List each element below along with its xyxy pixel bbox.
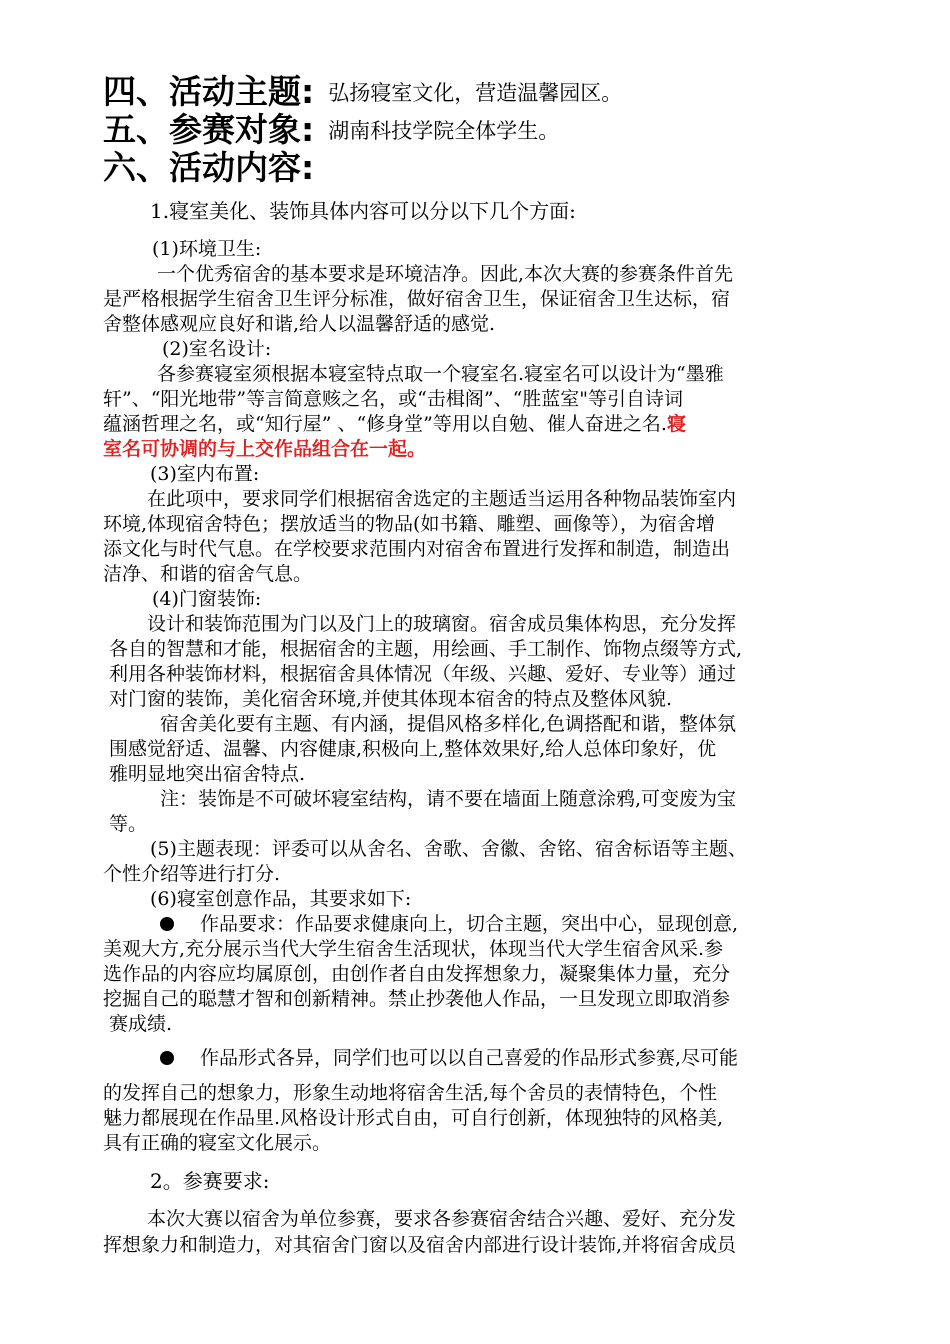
paragraph-line: 轩”、“阳光地带”等言简意赅之名，或“击楫阁”、“胜蓝室"等引自诗词 (103, 388, 684, 410)
heading-value: 弘扬寝室文化，营造温馨园区。 (328, 81, 623, 105)
paragraph-line: 具有正确的寝室文化展示。 (103, 1132, 332, 1154)
heading-value: 湖南科技学院全体学生。 (328, 119, 560, 143)
paragraph-line: 各参赛寝室须根据本寝室特点取一个寝室名.寝室名可以设计为“墨雅 (157, 363, 724, 385)
highlight-line: 室名可协调的与上交作品组合在一起。 (103, 438, 427, 460)
paragraph-line: 赛成绩. (109, 1013, 173, 1035)
paragraph-line: 雅明显地突出宿舍特点. (109, 763, 306, 785)
paragraph-line: 利用各种装饰材料，根据宿舍具体情况（年级、兴趣、爱好、专业等）通过 (109, 663, 737, 685)
bullet-text: 作品要求：作品要求健康向上，切合主题，突出中心，显现创意, (200, 913, 739, 935)
paragraph-line: 个性介绍等进行打分. (103, 863, 281, 885)
bullet-item (160, 911, 738, 937)
paragraph-line: 对门窗的装饰，美化宿舍环境,并使其体现本宿舍的特点及整体风貌. (109, 688, 673, 710)
paragraph-line: 的发挥自己的想象力，形象生动地将宿舍生活,每个舍员的表情特色，个性 (103, 1082, 718, 1104)
paragraph-line: 洁净、和谐的宿舍气息。 (103, 563, 313, 585)
section-title: 2。参赛要求: (150, 1169, 270, 1193)
heading-label: 五、参赛对象: (103, 110, 315, 149)
section-title: 1.寝室美化、装饰具体内容可以分以下几个方面: (150, 199, 576, 223)
subsection-title: (4)门窗装饰: (152, 588, 262, 610)
paragraph-line: 在此项中，要求同学们根据宿舍选定的主题适当运用各种物品装饰室内 (147, 488, 737, 510)
paragraph-line: 舍整体感观应良好和谐,给人以温馨舒适的感觉. (103, 313, 496, 335)
note-line: 等。 (109, 813, 148, 835)
heading-label: 四、活动主题: (103, 72, 315, 111)
subsection-title: (1)环境卫生: (152, 238, 262, 260)
paragraph-line (103, 411, 686, 437)
paragraph-line: 环境,体现宿舍特色；摆放适当的物品(如书籍、雕塑、画像等），为宿舍增 (103, 513, 715, 535)
bullet-icon (160, 1051, 174, 1065)
paragraph-line: 设计和装饰范围为门以及门上的玻璃窗。宿舍成员集体构思，充分发挥 (147, 613, 737, 635)
paragraph-line: 是严格根据学生宿舍卫生评分标准，做好宿舍卫生，保证宿舍卫生达标，宿 (103, 288, 731, 310)
bullet-icon (160, 917, 174, 931)
paragraph-line: 各自的智慧和才能，根据宿舍的主题，用绘画、手工制作、饰物点缀等方式, (109, 638, 743, 660)
paragraph-line: 选作品的内容应均属原创，由创作者自由发挥想象力，凝聚集体力量，充分 (103, 963, 731, 985)
paragraph-line: (5)主题表现：评委可以从舍名、舍歌、舍徽、舍铭、宿舍标语等主题、 (150, 838, 747, 860)
bullet-text: 作品形式各异，同学们也可以以自己喜爱的作品形式参赛,尽可能 (200, 1047, 739, 1069)
subsection-title: (2)室名设计: (162, 338, 272, 360)
paragraph-text: 蕴涵哲理之名，或“知行屋” 、“修身堂”等用以自勉、催人奋进之名. (103, 413, 667, 435)
paragraph-line: 魅力都展现在作品里.风格设计形式自由，可自行创新，体现独特的风格美, (103, 1107, 724, 1129)
heading-content (103, 148, 328, 192)
note-line: 注：装饰是不可破坏寝室结构，请不要在墙面上随意涂鸦,可变废为宝 (160, 788, 737, 810)
paragraph-line: 本次大赛以宿舍为单位参赛，要求各参赛宿舍结合兴趣、爱好、充分发 (147, 1208, 737, 1230)
subsection-title: (6)寝室创意作品，其要求如下: (150, 888, 412, 910)
paragraph-line: 一个优秀宿舍的基本要求是环境洁净。因此,本次大赛的参赛条件首先 (157, 263, 734, 285)
heading-label: 六、活动内容: (103, 148, 315, 187)
bullet-item (160, 1045, 738, 1071)
paragraph-line: 挥想象力和制造力，对其宿舍门窗以及宿舍内部进行设计装饰,并将宿舍成员 (103, 1234, 737, 1256)
paragraph-line: 挖掘自己的聪慧才智和创新精神。禁止抄袭他人作品，一旦发现立即取消参 (103, 988, 731, 1010)
paragraph-line: 美观大方,充分展示当代大学生宿舍生活现状，体现当代大学生宿舍风采.参 (103, 938, 724, 960)
paragraph-line: 围感觉舒适、温馨、内容健康,积极向上,整体效果好,给人总体印象好，优 (109, 738, 717, 760)
subsection-title: (3)室内布置: (150, 463, 260, 485)
highlight-text: 寝 (666, 413, 686, 435)
paragraph-line: 添文化与时代气息。在学校要求范围内对宿舍布置进行发挥和制造，制造出 (103, 538, 731, 560)
paragraph-line: 宿舍美化要有主题、有内涵，提倡风格多样化,色调搭配和谐，整体氛 (160, 713, 737, 735)
